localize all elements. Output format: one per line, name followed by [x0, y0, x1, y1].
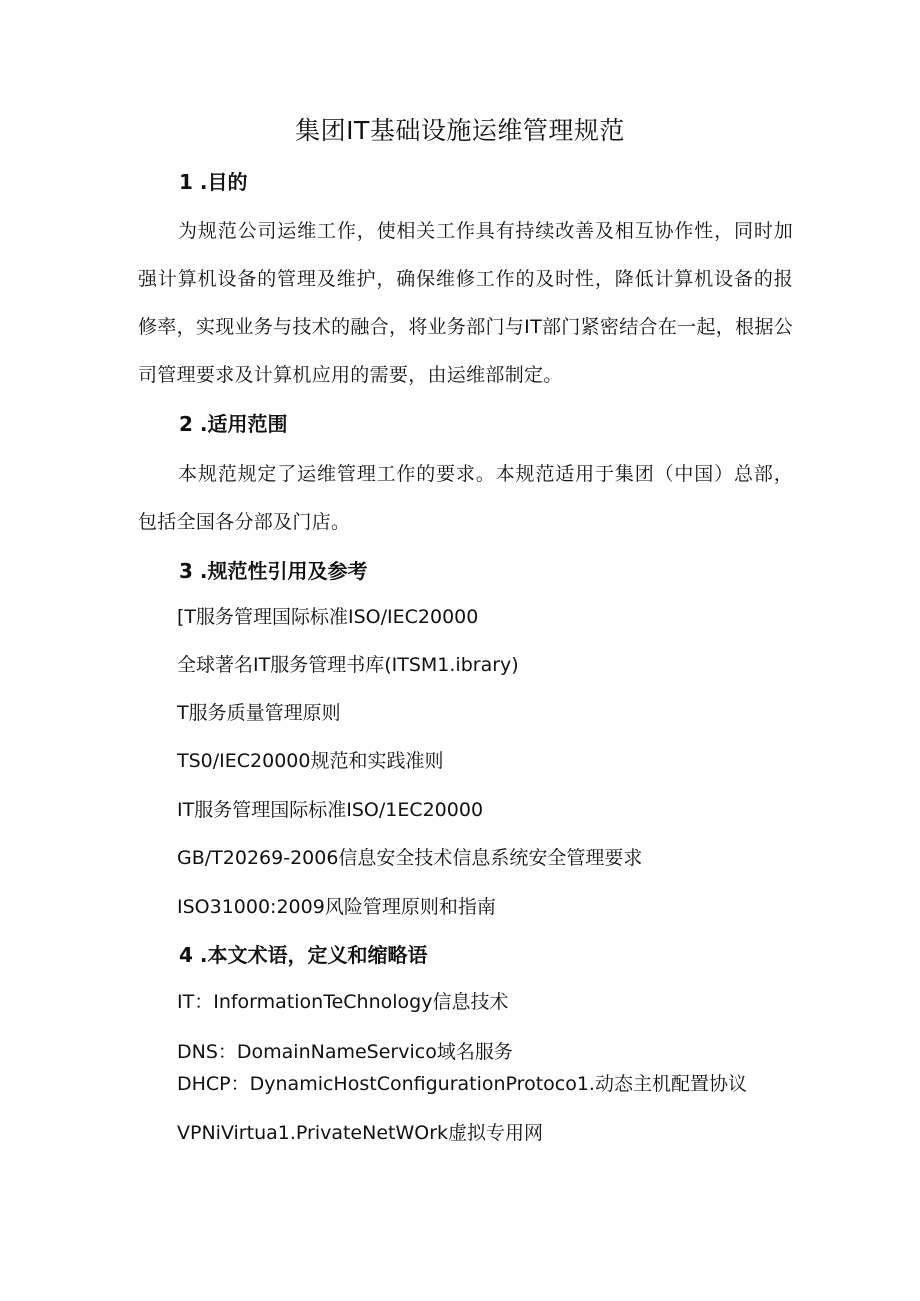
reference-item: ISO31000:2009风险管理原则和指南 — [177, 896, 496, 918]
reference-item: [T服务管理国际标准ISO/IEC20000 — [177, 606, 479, 628]
section-1-heading: 1 .目的 — [179, 170, 248, 194]
reference-item: GB/T20269-2006信息安全技术信息系统安全管理要求 — [177, 847, 643, 869]
reference-item: T服务质量管理原则 — [177, 702, 341, 724]
section-1-paragraph: 为规范公司运维工作，使相关工作具有持续改善及相互协作性，同时加强计算机设备的管理及维护，确保维修工作的及时性，降低计算机设备的报修率，实现业务与技术的融合，将业务部门与IT部门紧密结合在一起，根据公司管理要求及计算机应用的需要，由运维部制定。 — [138, 220, 793, 386]
term-item: DNS：DomainNameServico域名服务 — [177, 1041, 513, 1063]
reference-item: TS0/IEC20000规范和实践准则 — [177, 750, 444, 772]
term-item: IT：InformationTeChnology信息技术 — [177, 991, 509, 1013]
section-2-paragraph: 本规范规定了运维管理工作的要求。本规范适用于集团（中国）总部，包括全国各分部及门店。 — [138, 463, 793, 533]
reference-item: IT服务管理国际标准ISO/1EC20000 — [177, 799, 484, 821]
section-3-heading: 3 .规范性引用及参考 — [179, 559, 368, 583]
term-item: DHCP：DynamicHostConfigurationProtoco1.动态主机配置协议 — [177, 1073, 747, 1095]
document-title: 集团IT基础设施运维管理规范 — [295, 116, 625, 145]
section-2-heading: 2 .适用范围 — [179, 412, 288, 436]
term-item: VPNiVirtua1.PrivateNetWOrk虚拟专用网 — [177, 1122, 544, 1144]
section-4-heading: 4 .本文术语，定义和缩略语 — [179, 943, 428, 967]
reference-item: 全球著名IT服务管理书库(ITSM1.ibrary) — [177, 654, 519, 676]
